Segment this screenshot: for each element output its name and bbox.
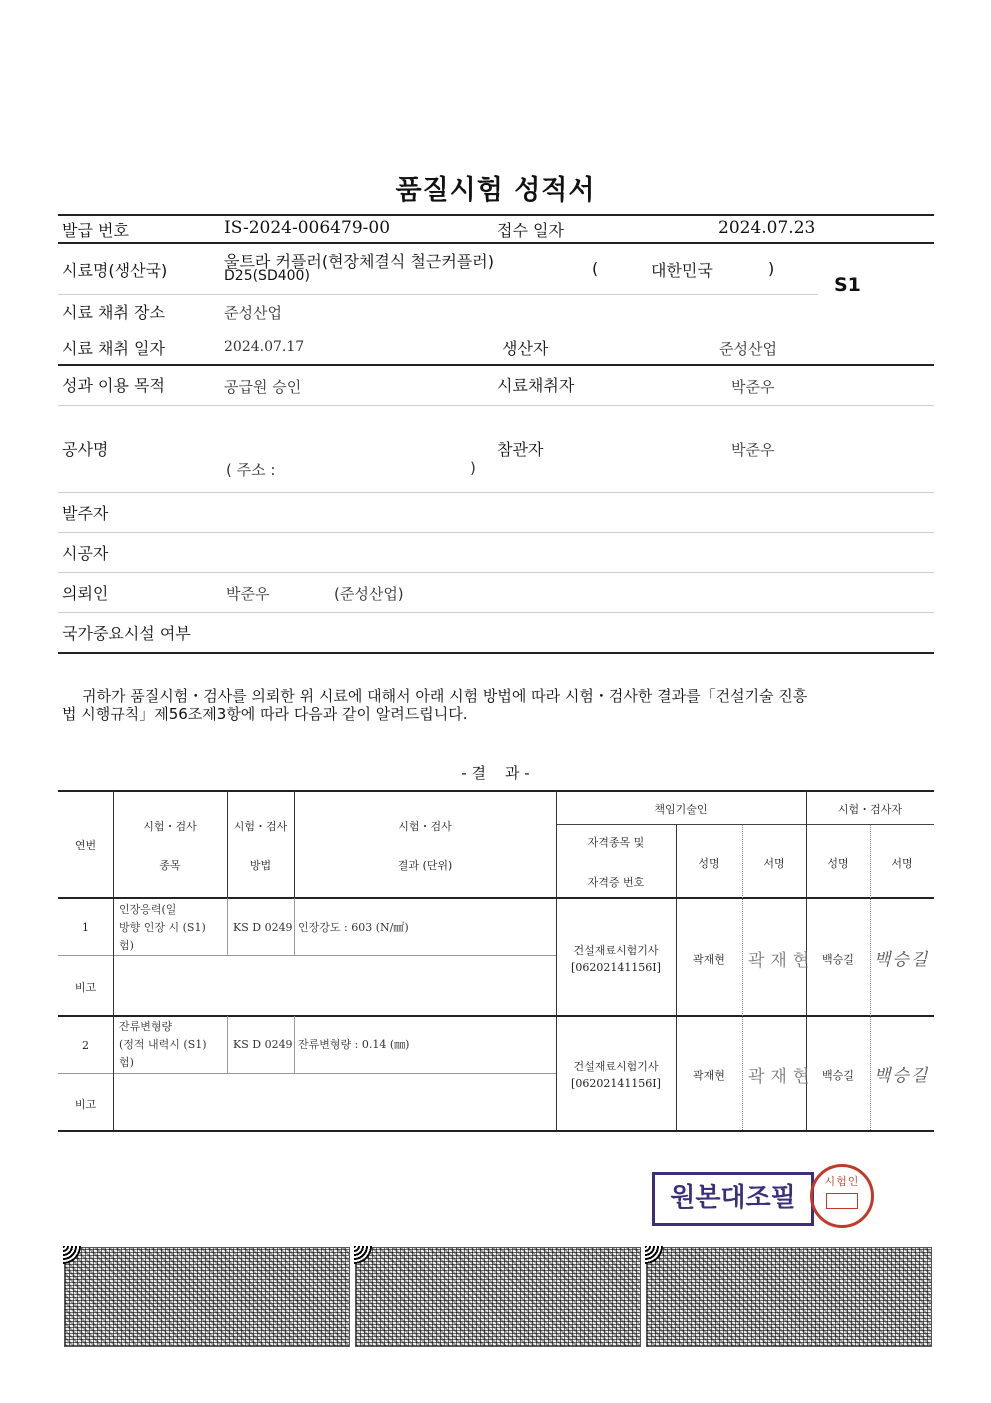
address-close: ) (470, 459, 476, 477)
notice-line1: 귀하가 품질시험・검사를 의뢰한 위 시료에 대해서 아래 시험 방법에 따라 시험・검사한 결과를「건설기술 진흥 (82, 687, 808, 705)
sample-name-line2: D25(SD400) (224, 268, 310, 284)
row2-result: 잔류변형량 : 0.14 (㎜) (298, 1038, 410, 1051)
header-rule-7 (58, 532, 934, 533)
results-header-bottom-rule (58, 897, 934, 899)
row2-remark-rule (58, 1073, 556, 1074)
verification-code-3 (646, 1247, 932, 1347)
row2-item-line2: (정적 내력시 (S1) (119, 1038, 207, 1051)
row2-item-line3: 험) (119, 1056, 134, 1069)
row1-qualification: 건설재료시험기사 (573, 944, 659, 957)
th-tester-sign: 서명 (891, 857, 913, 870)
row1-seq: 1 (82, 921, 89, 934)
witness-value: 박준우 (731, 441, 775, 459)
document-title: 품질시험 성적서 (395, 175, 596, 206)
th-result-a: 시험・검사 (398, 820, 452, 833)
header-bottom-rule (58, 652, 934, 654)
row2-eng-name: 곽재현 (693, 1069, 725, 1082)
certified-copy-stamp: 원본대조필 (652, 1172, 814, 1226)
row2-seq: 2 (82, 1039, 89, 1052)
producer-label: 생산자 (502, 339, 549, 358)
sampling-date-label: 시료 채취 일자 (62, 339, 165, 358)
row2-remarks-label: 비고 (74, 1098, 97, 1111)
contractor-label: 시공자 (62, 544, 109, 563)
issue-no-label: 발급 번호 (62, 221, 129, 240)
receipt-date-value: 2024.07.23 (718, 218, 816, 238)
row1-item-line1: 인장응력(일 (119, 903, 177, 916)
header-rule-4 (58, 364, 934, 366)
th-qual-b: 자격증 번호 (587, 876, 645, 889)
row1-result: 인장강도 : 603 (N/㎟) (298, 921, 409, 934)
official-seal (810, 1164, 874, 1228)
col-line-3-r1 (294, 898, 295, 955)
sampling-date-value: 2024.07.17 (224, 339, 305, 355)
row2-qualification: 건설재료시험기사 (573, 1060, 659, 1073)
th-result-b: 결과 (단위) (397, 859, 453, 872)
th-item-b: 종목 (159, 859, 181, 872)
sample-code: S1 (834, 274, 861, 296)
header-top-rule (58, 214, 934, 216)
col-line-2-r2 (227, 1016, 228, 1073)
results-top-rule (58, 790, 934, 792)
verification-code-2 (355, 1247, 641, 1347)
sampler-value: 박준우 (731, 378, 775, 396)
code-corner-mark (354, 1246, 372, 1264)
th-eng-name: 성명 (698, 857, 720, 870)
code-corner-mark (63, 1246, 81, 1264)
issue-no-value: IS-2024-006479-00 (224, 218, 391, 238)
results-bottom-rule (58, 1130, 934, 1132)
header-rule-6 (58, 492, 934, 493)
witness-label: 참관자 (497, 440, 544, 459)
th-engineer: 책임기술인 (654, 803, 708, 816)
receipt-date-label: 접수 일자 (497, 221, 564, 240)
th-eng-sign: 서명 (763, 857, 785, 870)
row1-eng-name: 곽재현 (693, 953, 725, 966)
col-line-2-head (227, 791, 228, 898)
th-method-b: 방법 (249, 859, 272, 872)
national-facility-label: 국가중요시설 여부 (62, 624, 191, 643)
th-item-a: 시험・검사 (143, 820, 197, 833)
header-rule-2 (58, 242, 934, 244)
row1-remarks-label: 비고 (74, 981, 97, 994)
results-title: - 결 과 - (461, 764, 530, 782)
row2-license: [06202141156I] (571, 1077, 661, 1090)
sample-name-line1: 울트라 커플러(현장체결식 철근커플러) (224, 252, 494, 271)
th-method-a: 시험・검사 (233, 820, 288, 833)
purpose-value: 공급원 승인 (224, 378, 302, 396)
row2-tester-signature: 백승길 (874, 1066, 930, 1086)
requester-label: 의뢰인 (62, 584, 109, 603)
address-open: ( 주소 : (226, 461, 276, 479)
client-label: 발주자 (62, 504, 109, 523)
row2-eng-signature: 곽재현 (748, 1067, 816, 1087)
code-corner-mark (645, 1246, 663, 1264)
col-line-3-head (294, 791, 295, 898)
country-value: 대한민국 (651, 261, 713, 280)
sample-name-label: 시료명(생산국) (62, 261, 168, 280)
col-line-3-r2 (294, 1016, 295, 1073)
row1-license: [06202141156I] (571, 961, 661, 974)
row-separator-rule (58, 1015, 934, 1017)
producer-value: 준성산업 (719, 340, 777, 358)
requester-company: (준성산업) (334, 585, 404, 603)
row2-method: KS D 0249 (233, 1038, 293, 1051)
country-open-paren: ( (592, 259, 599, 278)
row1-remark-rule (58, 955, 556, 956)
row1-eng-signature: 곽재현 (748, 951, 816, 971)
header-rule-9 (58, 612, 934, 613)
results-subheader-rule (556, 824, 934, 825)
header-rule-3 (58, 294, 818, 295)
header-rule-5 (58, 405, 934, 406)
project-name-label: 공사명 (62, 440, 109, 459)
sampler-label: 시료채취자 (497, 376, 575, 395)
row2-item-line1: 잔류변형량 (119, 1020, 173, 1033)
country-close-paren: ) (768, 259, 775, 278)
verification-code-1 (64, 1247, 350, 1347)
row1-method: KS D 0249 (233, 921, 293, 934)
sampling-place-label: 시료 채취 장소 (62, 303, 165, 322)
col-line-2-r1 (227, 898, 228, 955)
th-tester-name: 성명 (827, 857, 849, 870)
purpose-label: 성과 이용 목적 (62, 376, 165, 395)
sampling-place-value: 준성산업 (224, 304, 282, 322)
notice-line2: 법 시행규칙」제56조제3항에 따라 다음과 같이 알려드립니다. (62, 705, 468, 723)
requester-name: 박준우 (226, 585, 270, 603)
header-rule-8 (58, 572, 934, 573)
seal-inner-mark (826, 1193, 858, 1209)
col-line-1 (113, 791, 114, 1130)
seal-text: 시험인 (824, 1175, 860, 1188)
th-seq: 연번 (74, 839, 97, 852)
th-qual-a: 자격종목 및 (587, 836, 645, 849)
row1-item-line2: 방향 인장 시 (S1) (119, 921, 206, 934)
row2-tester-name: 백승길 (822, 1069, 854, 1082)
row1-item-line3: 험) (119, 939, 134, 952)
th-tester: 시험・검사자 (837, 803, 903, 816)
row1-tester-signature: 백승길 (874, 950, 930, 970)
row1-tester-name: 백승길 (822, 953, 854, 966)
